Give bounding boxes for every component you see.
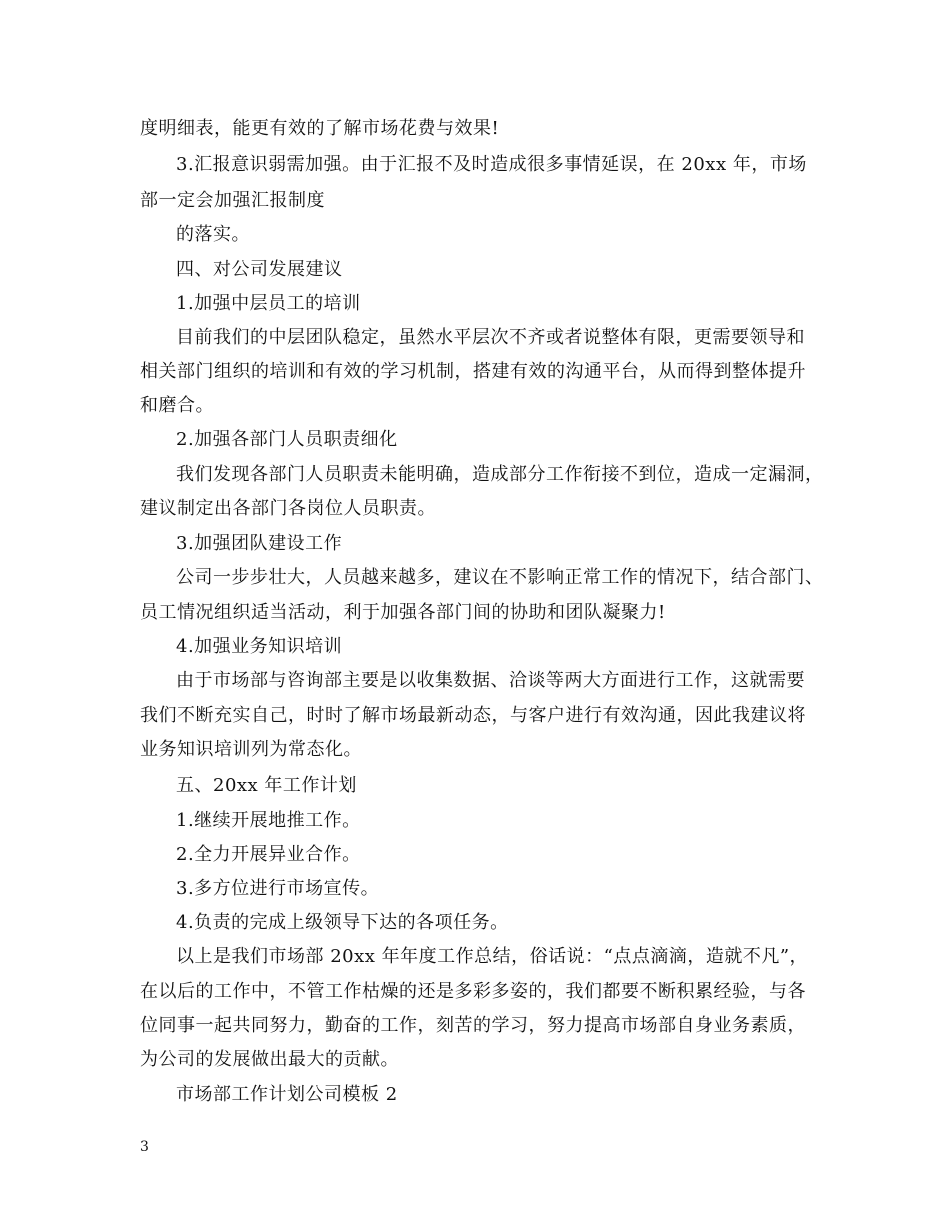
text-line: 公司一步步壮大，人员越来越多，建议在不影响正常工作的情况下，结合部门、 — [176, 567, 824, 588]
text-line: 位同事一起共同努力，勤奋的工作，刻苦的学习，努力提高市场部自身业务素质， — [140, 1015, 806, 1036]
list-item: 1.继续开展地推工作。 — [176, 810, 361, 831]
text-line: 的落实。 — [176, 224, 250, 245]
text-line: 我们不断充实自己，时时了解市场最新动态，与客户进行有效沟通，因此我建议将 — [140, 705, 806, 726]
section-heading: 四、对公司发展建议 — [176, 259, 343, 280]
text-line: 员工情况组织适当活动，利于加强各部门间的协助和团队凝聚力! — [140, 602, 666, 623]
section-heading: 五、20xx 年工作计划 — [176, 775, 357, 796]
text-line: 建议制定出各部门各岗位人员职责。 — [140, 498, 436, 519]
text-line: 相关部门组织的培训和有效的学习机制，搭建有效的沟通平台，从而得到整体提升 — [140, 361, 806, 382]
text-line: 目前我们的中层团队稳定，虽然水平层次不齐或者说整体有限，更需要领导和 — [176, 327, 805, 348]
text-line: 由于市场部与咨询部主要是以收集数据、洽谈等两大方面进行工作，这就需要 — [176, 670, 805, 691]
text-line: 和磨合。 — [140, 395, 214, 416]
template-title: 市场部工作计划公司模板 2 — [176, 1084, 398, 1105]
subheading: 4.加强业务知识培训 — [176, 636, 343, 657]
text-line: 度明细表，能更有效的了解市场花费与效果! — [140, 118, 500, 139]
text-line: 部一定会加强汇报制度 — [140, 190, 325, 211]
text-line: 为公司的发展做出最大的贡献。 — [140, 1049, 399, 1070]
subheading: 1.加强中层员工的培训 — [176, 293, 361, 314]
text-line: 我们发现各部门人员职责未能明确，造成部分工作衔接不到位，造成一定漏洞， — [176, 464, 824, 485]
text-line: 业务知识培训列为常态化。 — [140, 739, 362, 760]
list-item: 4.负责的完成上级领导下达的各项任务。 — [176, 912, 509, 933]
subheading: 2.加强各部门人员职责细化 — [176, 429, 398, 450]
text-line: 3.汇报意识弱需加强。由于汇报不及时造成很多事情延误，在 20xx 年，市场 — [176, 154, 807, 175]
page-number: 3 — [140, 1139, 149, 1155]
list-item: 2.全力开展异业合作。 — [176, 844, 361, 865]
list-item: 3.多方位进行市场宣传。 — [176, 878, 380, 899]
text-line: 在以后的工作中，不管工作枯燥的还是多彩多姿的，我们都要不断积累经验，与各 — [140, 981, 806, 1002]
text-line: 以上是我们市场部 20xx 年年度工作总结，俗话说：“点点滴滴，造就不凡”， — [176, 946, 809, 967]
subheading: 3.加强团队建设工作 — [176, 533, 343, 554]
